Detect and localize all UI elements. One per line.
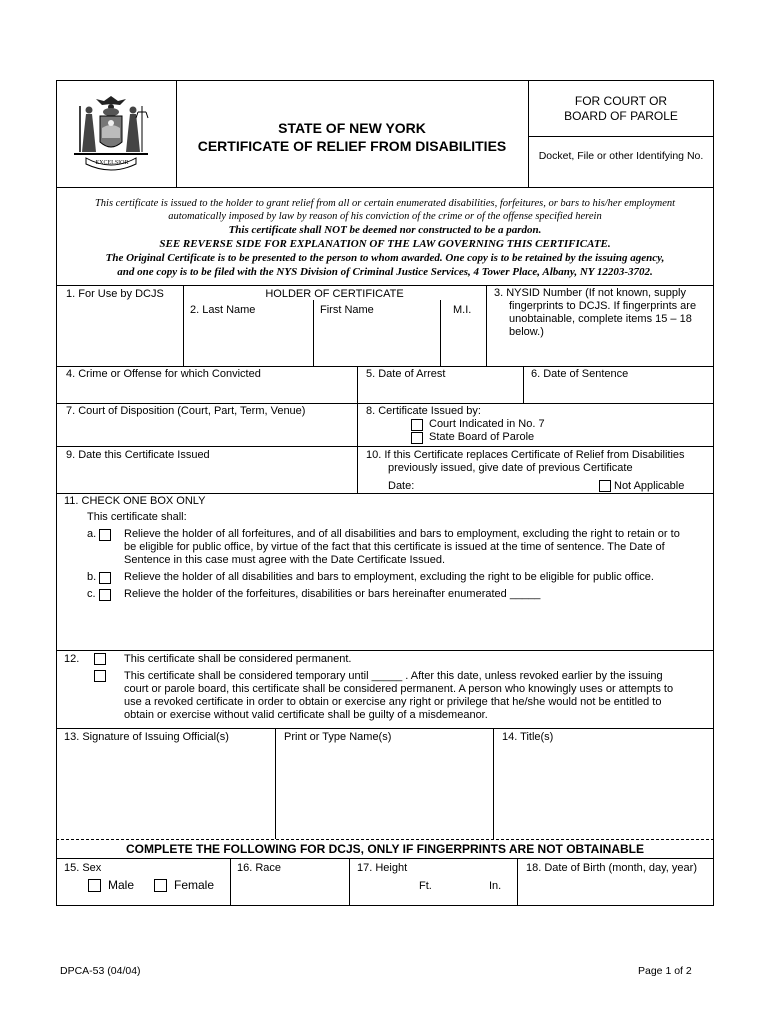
height-label: 17. Height xyxy=(357,862,408,874)
option-c-letter: c. xyxy=(87,588,96,600)
option-a-letter: a. xyxy=(87,528,97,540)
option-b-text: Relieve the holder of all disabilities and bars to employment, excluding the right to be eligible for public office. xyxy=(124,571,654,583)
item-12-number: 12. xyxy=(64,653,80,665)
race-label[interactable]: 16. Race xyxy=(237,862,282,874)
nysid-label-2: fingerprints to DCJS. If fingerprints are xyxy=(509,300,697,312)
permanent-text: This certificate shall be considered permanent. xyxy=(124,653,352,665)
option-c-checkbox[interactable] xyxy=(99,589,111,601)
divider xyxy=(440,300,441,366)
temporary-text-2: court or parole board, this certificate shall be considered permanent. A person who knowingly uses or attempts to xyxy=(124,683,674,695)
last-name-label[interactable]: 2. Last Name xyxy=(190,304,256,316)
nysid-label-3: unobtainable, complete items 15 – 18 xyxy=(509,313,692,325)
divider xyxy=(357,403,358,493)
date-of-birth-label[interactable]: 18. Date of Birth (month, day, year) xyxy=(526,862,697,874)
docket-label[interactable]: Docket, File or other Identifying No. xyxy=(538,150,704,162)
inches-label[interactable]: In. xyxy=(489,880,502,892)
intro-line-3: This certificate shall NOT be deemed nor constructed to be a pardon. xyxy=(228,224,542,236)
title-label[interactable]: 14. Title(s) xyxy=(502,731,554,743)
issued-by-label: 8. Certificate Issued by: xyxy=(366,405,481,417)
temporary-text-3: use a revoked certificate in order to obtain or exercise any right or privilege that he/she would not be entitled to xyxy=(124,696,662,708)
female-label: Female xyxy=(174,878,215,892)
page-number: Page 1 of 2 xyxy=(638,965,692,977)
intro-line-2: automatically imposed by law by reason of his conviction of the crime or of the offense specified herein xyxy=(168,211,602,222)
permanent-checkbox[interactable] xyxy=(94,653,106,665)
dcjs-banner: COMPLETE THE FOLLOWING FOR DCJS, ONLY IF FINGERPRINTS ARE NOT OBTAINABLE xyxy=(125,842,644,856)
male-checkbox[interactable] xyxy=(88,879,101,892)
sex-label: 15. Sex xyxy=(64,862,102,874)
divider xyxy=(56,858,714,859)
divider xyxy=(349,858,350,906)
title-line-2: CERTIFICATE OF RELIEF FROM DISABILITIES xyxy=(197,138,507,154)
option-b-checkbox[interactable] xyxy=(99,572,111,584)
option-a-text-2: be eligible for public office, by virtue of the fact that this certificate is issued at the time of sentence. The Date of xyxy=(124,541,665,553)
date-of-arrest-label[interactable]: 5. Date of Arrest xyxy=(366,368,446,380)
divider xyxy=(528,136,714,137)
seal-motto: EXCELSIOR xyxy=(95,160,129,166)
divider xyxy=(357,366,358,403)
holder-heading: HOLDER OF CERTIFICATE xyxy=(265,288,404,300)
divider xyxy=(56,366,714,367)
nysid-label-1[interactable]: 3. NYSID Number (If not known, supply xyxy=(494,287,686,299)
court-of-disposition-label[interactable]: 7. Court of Disposition (Court, Part, Term, Venue) xyxy=(66,405,306,417)
first-name-label[interactable]: First Name xyxy=(320,304,374,316)
divider xyxy=(313,300,314,366)
divider xyxy=(56,187,714,188)
intro-line-4: SEE REVERSE SIDE FOR EXPLANATION OF THE LAW GOVERNING THIS CERTIFICATE. xyxy=(159,238,611,250)
intro-line-1: This certificate is issued to the holder to grant relief from all or certain enumerated disabilities, forfeitures, or bars to his/her employment xyxy=(94,198,676,209)
divider xyxy=(230,858,231,906)
divider xyxy=(56,285,714,286)
title-line-1: STATE OF NEW YORK xyxy=(278,120,426,136)
divider xyxy=(493,728,494,839)
male-label: Male xyxy=(108,878,135,892)
divider xyxy=(56,650,714,651)
print-name-label[interactable]: Print or Type Name(s) xyxy=(284,731,392,743)
court-option-label: Court Indicated in No. 7 xyxy=(429,418,545,430)
court-label-2: BOARD OF PAROLE xyxy=(564,109,678,123)
divider xyxy=(56,493,714,494)
nysid-label-4: below.) xyxy=(509,326,544,338)
signature-label[interactable]: 13. Signature of Issuing Official(s) xyxy=(64,731,229,743)
date-of-sentence-label[interactable]: 6. Date of Sentence xyxy=(531,368,629,380)
divider xyxy=(56,839,714,840)
field-1-label[interactable]: 1. For Use by DCJS xyxy=(66,288,164,300)
option-b-letter: b. xyxy=(87,571,97,583)
temporary-checkbox[interactable] xyxy=(94,670,106,682)
check-one-heading: 11. CHECK ONE BOX ONLY xyxy=(64,495,206,507)
parole-option-label: State Board of Parole xyxy=(429,431,535,443)
option-c-text: Relieve the holder of the forfeitures, disabilities or bars hereinafter enumerated _____ xyxy=(124,588,541,600)
crime-label[interactable]: 4. Crime or Offense for which Convicted xyxy=(66,368,261,380)
replaces-label-2: previously issued, give date of previous Certificate xyxy=(388,462,633,474)
certificate-shall-label: This certificate shall: xyxy=(87,511,187,523)
temporary-text-1: This certificate shall be considered temporary until _____ . After this date, unless revoked earlier by the issuing xyxy=(124,670,663,682)
divider xyxy=(517,858,518,906)
court-label-1: FOR COURT OR xyxy=(574,94,668,108)
court-checkbox[interactable] xyxy=(411,419,423,431)
divider xyxy=(56,728,714,729)
replaces-label-1: 10. If this Certificate replaces Certificate of Relief from Disabilities xyxy=(366,449,685,461)
temporary-text-4: obtain or exercise without valid certificate shall be guilty of a misdemeanor. xyxy=(124,709,488,721)
form-id: DPCA-53 (04/04) xyxy=(60,965,141,977)
date-issued-label[interactable]: 9. Date this Certificate Issued xyxy=(66,449,210,461)
option-a-checkbox[interactable] xyxy=(99,529,111,541)
not-applicable-label: Not Applicable xyxy=(614,480,685,492)
intro-line-5: The Original Certificate is to be presented to the person to whom awarded. One copy is to be retained by the issuing agency, xyxy=(105,252,665,264)
female-checkbox[interactable] xyxy=(154,879,167,892)
not-applicable-checkbox[interactable] xyxy=(599,480,611,492)
previous-date-label[interactable]: Date: xyxy=(388,480,415,492)
option-a-text-3: Sentence in this case must agree with the Date Certificate Issued. xyxy=(124,554,445,566)
feet-label[interactable]: Ft. xyxy=(419,880,432,892)
state-seal-icon xyxy=(66,92,156,174)
middle-initial-label[interactable]: M.I. xyxy=(453,304,472,316)
divider xyxy=(56,403,714,404)
divider xyxy=(56,446,714,447)
divider xyxy=(275,728,276,839)
divider xyxy=(486,285,487,366)
divider xyxy=(523,366,524,403)
option-a-text-1: Relieve the holder of all forfeitures, and of all disabilities and bars to employment, excluding the right to retain or to xyxy=(124,528,680,540)
intro-line-6: and one copy is to be filed with the NYS Division of Criminal Justice Services, 4 Tower Place, Albany, NY 12203-3702. xyxy=(117,266,653,278)
parole-board-checkbox[interactable] xyxy=(411,432,423,444)
